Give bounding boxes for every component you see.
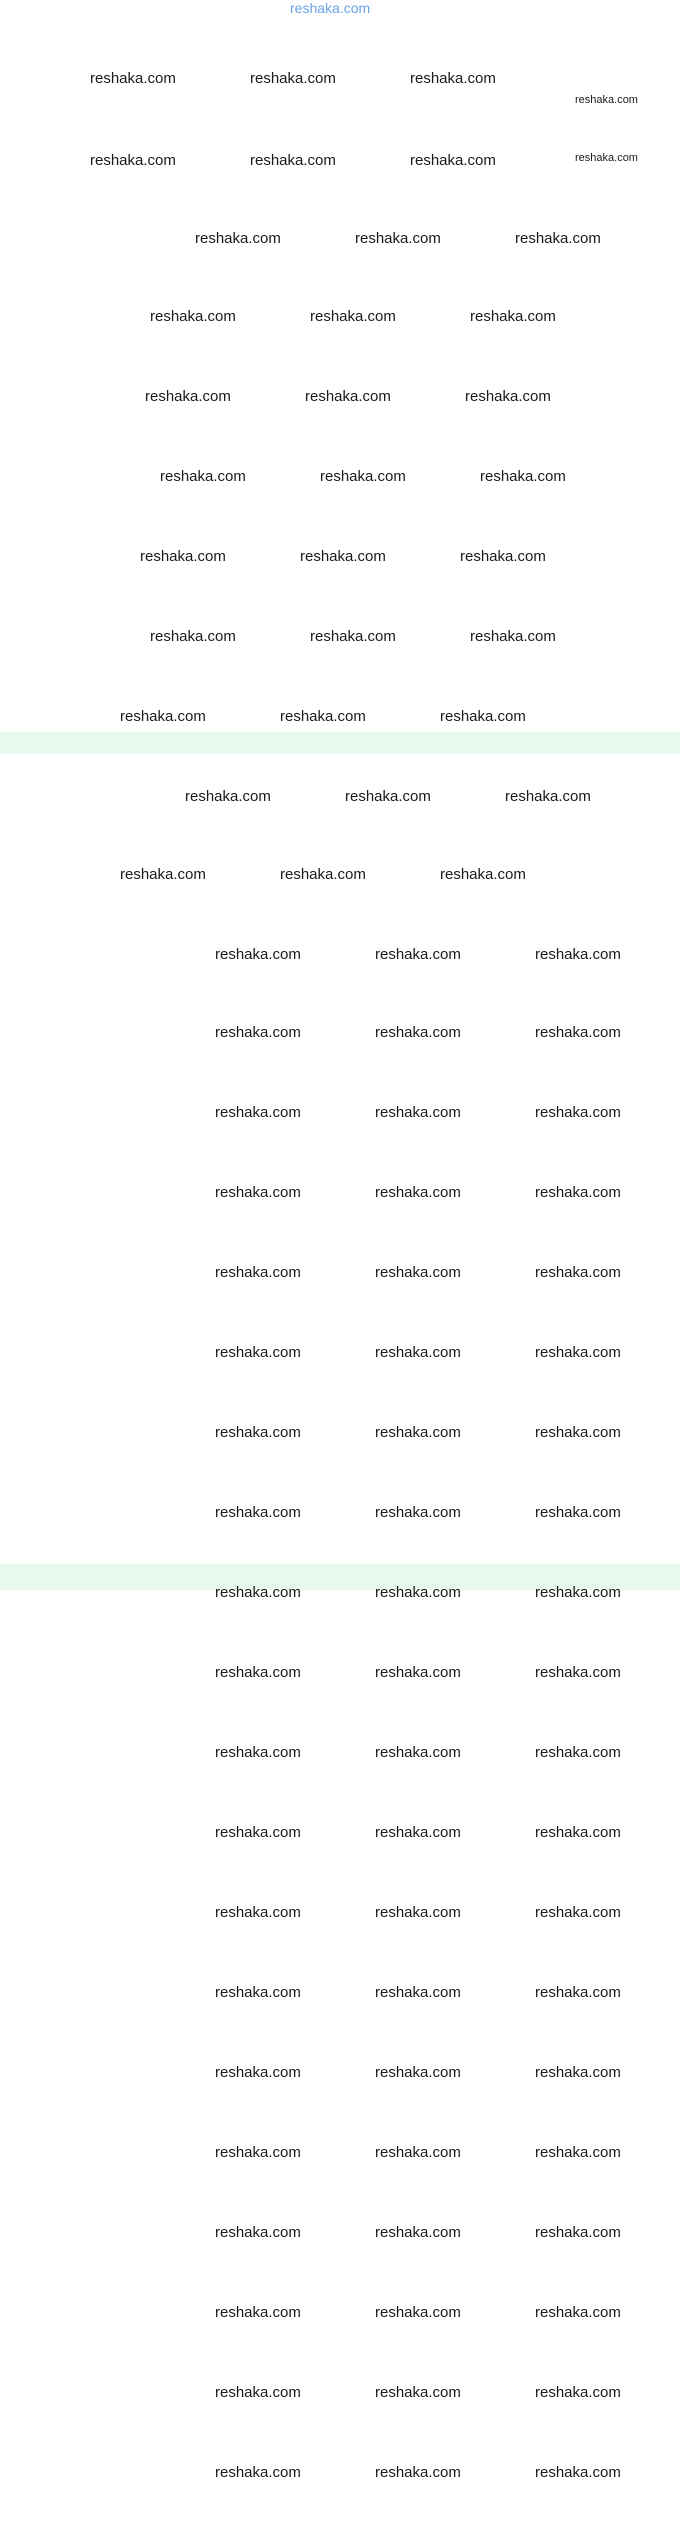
watermark: reshaka.com	[215, 1744, 301, 1761]
watermark: reshaka.com	[375, 2064, 461, 2081]
watermark: reshaka.com	[375, 1824, 461, 1841]
watermark: reshaka.com	[375, 2464, 461, 2481]
watermark: reshaka.com	[280, 866, 366, 883]
watermark: reshaka.com	[535, 2464, 621, 2481]
watermark: reshaka.com	[215, 2464, 301, 2481]
watermark: reshaka.com	[375, 2304, 461, 2321]
watermark: reshaka.com	[535, 1024, 621, 1041]
watermark: reshaka.com	[215, 1664, 301, 1681]
watermark: reshaka.com	[215, 1424, 301, 1441]
watermark: reshaka.com	[195, 230, 281, 247]
watermark: reshaka.com	[535, 2224, 621, 2241]
watermark: reshaka.com	[535, 946, 621, 963]
watermark: reshaka.com	[160, 468, 246, 485]
watermark: reshaka.com	[535, 1264, 621, 1281]
watermark: reshaka.com	[465, 388, 551, 405]
watermark: reshaka.com	[535, 2304, 621, 2321]
watermark: reshaka.com	[145, 388, 231, 405]
watermark: reshaka.com	[375, 1264, 461, 1281]
watermark: reshaka.com	[90, 152, 176, 169]
watermark: reshaka.com	[375, 1744, 461, 1761]
watermark: reshaka.com	[575, 152, 638, 164]
watermark: reshaka.com	[345, 788, 431, 805]
watermark: reshaka.com	[535, 1744, 621, 1761]
watermark: reshaka.com	[535, 1504, 621, 1521]
watermark: reshaka.com	[535, 1904, 621, 1921]
watermark: reshaka.com	[375, 1904, 461, 1921]
site-header-link[interactable]: reshaka.com	[290, 0, 371, 16]
watermark: reshaka.com	[215, 946, 301, 963]
watermark: reshaka.com	[440, 708, 526, 725]
watermark: reshaka.com	[320, 468, 406, 485]
watermark: reshaka.com	[375, 1424, 461, 1441]
watermark: reshaka.com	[300, 548, 386, 565]
watermark: reshaka.com	[375, 2224, 461, 2241]
watermark: reshaka.com	[440, 866, 526, 883]
watermark: reshaka.com	[460, 548, 546, 565]
answer-highlight	[0, 732, 680, 754]
watermark: reshaka.com	[470, 308, 556, 325]
watermark: reshaka.com	[535, 1184, 621, 1201]
watermark: reshaka.com	[215, 1584, 301, 1601]
watermark: reshaka.com	[310, 628, 396, 645]
watermark: reshaka.com	[355, 230, 441, 247]
watermark: reshaka.com	[185, 788, 271, 805]
watermark: reshaka.com	[215, 1024, 301, 1041]
watermark: reshaka.com	[280, 708, 366, 725]
watermark: reshaka.com	[535, 1984, 621, 2001]
watermark: reshaka.com	[535, 1104, 621, 1121]
watermark: reshaka.com	[215, 1344, 301, 1361]
watermark: reshaka.com	[375, 1024, 461, 1041]
watermark: reshaka.com	[215, 1984, 301, 2001]
watermark: reshaka.com	[250, 152, 336, 169]
watermark: reshaka.com	[215, 2224, 301, 2241]
watermark: reshaka.com	[215, 1824, 301, 1841]
watermark: reshaka.com	[150, 628, 236, 645]
watermark: reshaka.com	[215, 1104, 301, 1121]
watermark: reshaka.com	[535, 1824, 621, 1841]
watermark: reshaka.com	[375, 946, 461, 963]
watermark: reshaka.com	[480, 468, 566, 485]
watermark: reshaka.com	[215, 2384, 301, 2401]
watermark: reshaka.com	[535, 2144, 621, 2161]
watermark: reshaka.com	[470, 628, 556, 645]
watermark: reshaka.com	[375, 1104, 461, 1121]
watermark: reshaka.com	[215, 2144, 301, 2161]
watermark: reshaka.com	[120, 866, 206, 883]
watermark: reshaka.com	[575, 94, 638, 106]
watermark: reshaka.com	[305, 388, 391, 405]
watermark: reshaka.com	[535, 1664, 621, 1681]
watermark: reshaka.com	[120, 708, 206, 725]
watermark: reshaka.com	[535, 1344, 621, 1361]
watermark: reshaka.com	[505, 788, 591, 805]
watermark: reshaka.com	[140, 548, 226, 565]
watermark: reshaka.com	[215, 1264, 301, 1281]
watermark: reshaka.com	[90, 70, 176, 87]
watermark: reshaka.com	[535, 2064, 621, 2081]
watermark: reshaka.com	[410, 152, 496, 169]
watermark: reshaka.com	[515, 230, 601, 247]
watermark: reshaka.com	[215, 2064, 301, 2081]
watermark: reshaka.com	[150, 308, 236, 325]
watermark: reshaka.com	[535, 1424, 621, 1441]
watermark: reshaka.com	[215, 1904, 301, 1921]
watermark: reshaka.com	[375, 2384, 461, 2401]
watermark: reshaka.com	[375, 1984, 461, 2001]
watermark: reshaka.com	[375, 1504, 461, 1521]
watermark: reshaka.com	[215, 2304, 301, 2321]
watermark: reshaka.com	[215, 1504, 301, 1521]
watermark: reshaka.com	[215, 1184, 301, 1201]
watermark: reshaka.com	[535, 2384, 621, 2401]
watermark: reshaka.com	[375, 1344, 461, 1361]
watermark: reshaka.com	[375, 1664, 461, 1681]
watermark: reshaka.com	[375, 2144, 461, 2161]
watermark: reshaka.com	[375, 1584, 461, 1601]
watermark: reshaka.com	[310, 308, 396, 325]
watermark: reshaka.com	[410, 70, 496, 87]
watermark: reshaka.com	[375, 1184, 461, 1201]
watermark: reshaka.com	[535, 1584, 621, 1601]
watermark: reshaka.com	[250, 70, 336, 87]
